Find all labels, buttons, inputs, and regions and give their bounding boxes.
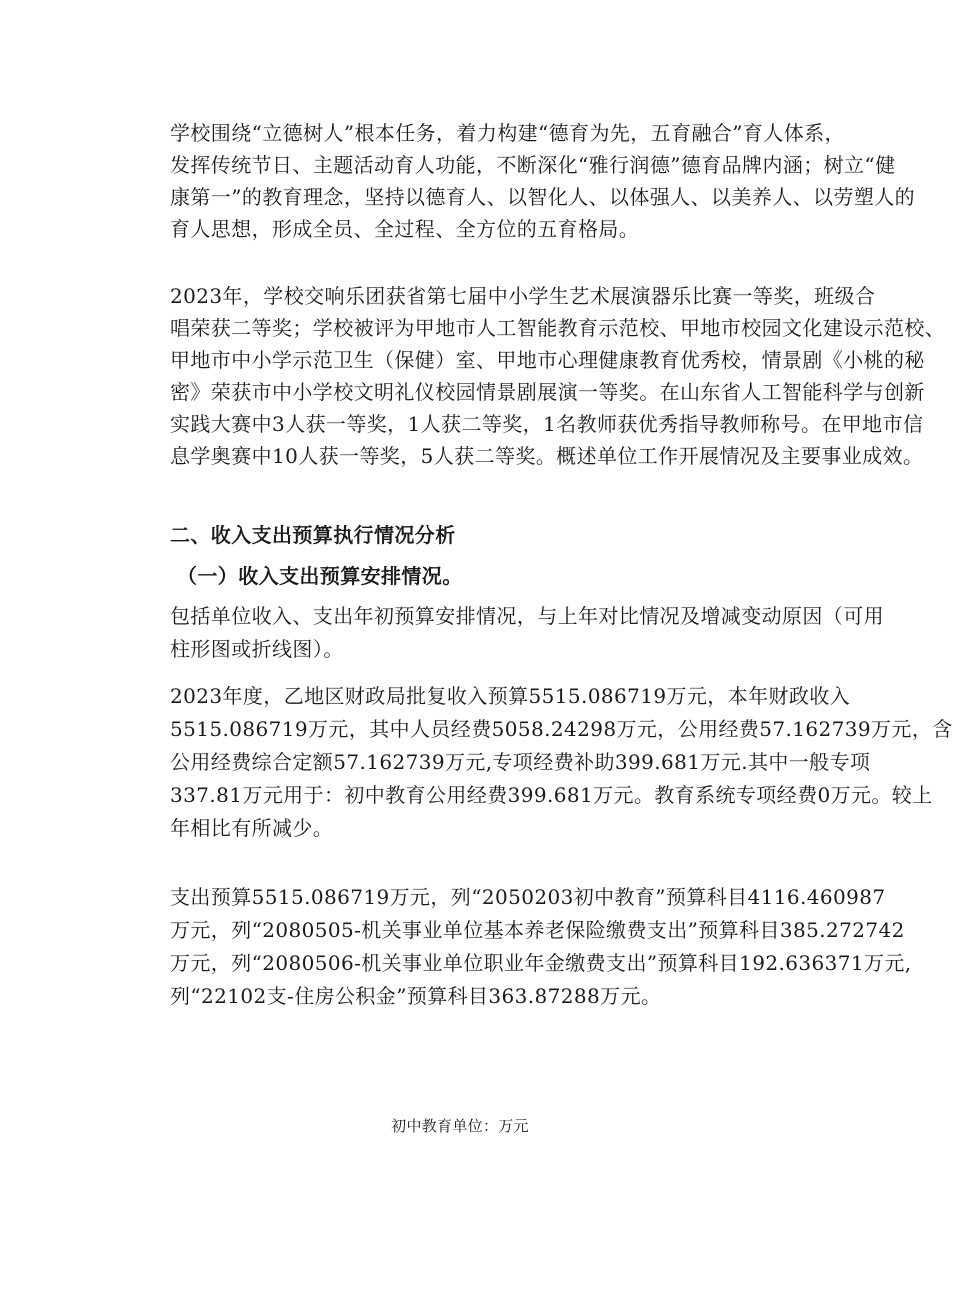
text-line: 发挥传统节日、主题活动育人功能，不断深化“雅行润德”德育品牌内涵；树立“健: [170, 153, 896, 177]
text-line: 甲地市中小学示范卫生（保健）室、甲地市心理健康教育优秀校，情景剧《小桃的秘: [170, 348, 925, 372]
paragraph-achievements-2023: [170, 280, 946, 472]
text-line: 337.81万元用于：初中教育公用经费399.681万元。教育系统专项经费0万元。较上: [170, 783, 933, 807]
paragraph-budget-scope: [170, 600, 884, 666]
paragraph-expenditure-budget: [170, 881, 912, 1013]
chart-caption: 初中教育单位：万元: [391, 1117, 529, 1135]
paragraph-income-budget: [170, 680, 953, 845]
text-line: 年相比有所减少。: [170, 816, 334, 840]
section-heading: 二、收入支出预算执行情况分析: [170, 523, 456, 547]
text-line: 2023年度，乙地区财政局批复收入预算5515.086719万元，本年财政收入: [170, 684, 851, 708]
paragraph-school-mission: [170, 117, 916, 245]
text-line: 康第一”的教育理念，坚持以德育人、以智化人、以体强人、以美养人、以劳塑人的: [170, 185, 916, 209]
text-line: 支出预算5515.086719万元，列“2050203初中教育”预算科目4116.460987: [170, 885, 886, 909]
text-line: 万元，列“2080506-机关事业单位职业年金缴费支出”预算科目192.636371万元,: [170, 951, 912, 975]
text-line: 万元，列“2080505-机关事业单位基本养老保险缴费支出”预算科目385.272742: [170, 918, 905, 942]
text-line: 公用经费综合定额57.162739万元,专项经费补助399.681万元.其中一般专项: [170, 750, 871, 774]
subsection-heading: （一）收入支出预算安排情况。: [177, 564, 463, 588]
text-line: 学校围绕“立德树人”根本任务，着力构建“德育为先，五育融合”育人体系，: [170, 121, 845, 145]
text-line: 密》荣获市中小学校文明礼仪校园情景剧展演一等奖。在山东省人工智能科学与创新: [170, 380, 925, 404]
text-line: 柱形图或折线图）。: [170, 637, 344, 661]
text-line: 育人思想，形成全员、全过程、全方位的五育格局。: [170, 217, 640, 241]
text-line: 包括单位收入、支出年初预算安排情况，与上年对比情况及增减变动原因（可用: [170, 604, 884, 628]
text-line: 5515.086719万元，其中人员经费5058.24298万元，公用经费57.162739万元，含: [170, 717, 953, 741]
text-line: 实践大赛中3人获一等奖，1人获二等奖，1名教师获优秀指导教师称号。在甲地市信: [170, 412, 924, 436]
text-line: 唱荣获二等奖；学校被评为甲地市人工智能教育示范校、甲地市校园文化建设示范校、: [170, 316, 946, 340]
text-line: 息学奥赛中10人获一等奖，5人获二等奖。概述单位工作开展情况及主要事业成效。: [170, 444, 924, 468]
text-line: 2023年，学校交响乐团获省第七届中小学生艺术展演器乐比赛一等奖，班级合: [170, 284, 876, 308]
text-line: 列“22102支-住房公积金”预算科目363.87288万元。: [170, 984, 662, 1008]
